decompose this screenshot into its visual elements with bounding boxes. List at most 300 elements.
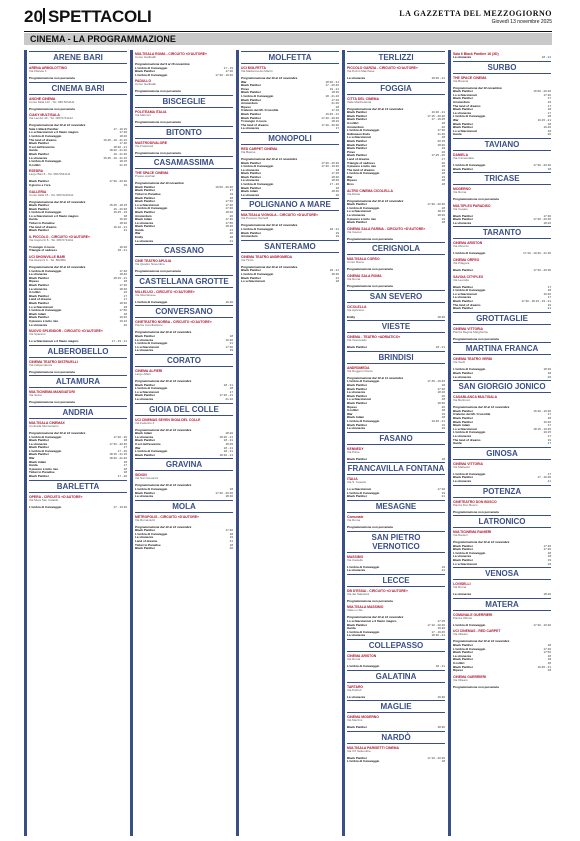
film-row [347, 600, 445, 604]
film-title: Programmazione non pervenuta [347, 526, 393, 530]
film-title: L'ombra di Caravaggio [135, 487, 168, 491]
film-title: Black Panther [241, 231, 262, 235]
film-title: War [347, 412, 353, 416]
city-heading: ARENE BARI [29, 51, 127, 64]
cinema-address: Via Roma [453, 191, 467, 195]
showtimes: 19.30 [119, 316, 127, 320]
film-row [347, 346, 445, 350]
film-row [241, 280, 339, 284]
showtimes: 19 [547, 303, 551, 307]
film-title: Lo schiaccianoci [135, 390, 160, 394]
cinema-name: CINEMA ARISTON [347, 654, 377, 658]
film-title: La stranezza [135, 536, 154, 540]
cinema-name: ANCHE CINEMA [29, 96, 56, 101]
showtimes: 17.50 [225, 221, 233, 225]
showtimes: 17.30 - 19.30 - 21.30 [523, 252, 551, 256]
showtimes: 17.50 [225, 200, 233, 204]
film-row [453, 252, 551, 256]
showtimes: 18.30 [437, 214, 445, 218]
film-title: Il talento del Mr. Crocodile [453, 413, 491, 417]
film-title: War [347, 175, 353, 179]
showtimes: 17.30 [119, 284, 127, 287]
showtimes: 17.25 [437, 620, 445, 624]
film-title: Black Panther [453, 218, 474, 222]
showtimes: 18.30 [437, 401, 445, 405]
film-title: Black Panther [453, 90, 474, 94]
film-title: Black Panther [453, 285, 474, 289]
showtimes: 17.40 - 20.30 [321, 116, 339, 120]
showtimes: 21.20 [331, 102, 339, 106]
showtimes: 18 [441, 457, 445, 461]
city-heading: POTENZA [453, 485, 551, 498]
showtimes: 17 [441, 157, 445, 161]
film-title: Lo schiaccianoci [347, 488, 372, 492]
cinema-name: CINEMA VITTORIA [453, 461, 483, 466]
film-row [347, 665, 445, 669]
showtimes: 17 [547, 434, 551, 438]
film-title: Lo schiaccianoci e il flauto magico [29, 131, 79, 135]
film-row [347, 77, 445, 81]
showtimes: 21 [441, 569, 445, 573]
showtimes: 18.15 - 19.45 [533, 427, 551, 431]
film-title: La stranezza [135, 397, 154, 401]
showtimes: 17 - 19.30 [537, 476, 551, 480]
film-title: L'ombra di Caravaggio [29, 134, 62, 138]
schedule-period: Programmazione dal 10 al 12 novembre [135, 525, 192, 529]
showtimes: 18 [123, 471, 127, 475]
film-title: La stranezza [135, 239, 154, 243]
schedule-period: Programmazione dal 9 al 16 novembre [135, 63, 190, 66]
film-title: Land of dreams [135, 540, 158, 544]
showtimes: 16.30 - 19.30 [533, 409, 551, 413]
film-title: L'ombra di Caravaggio [347, 665, 380, 668]
film-title: La stranezza [453, 111, 472, 115]
showtimes: 19 [123, 183, 127, 187]
showtimes: 18 [123, 280, 127, 284]
film-title: Il colibrì [29, 291, 41, 295]
showtimes: 16.30 - 21 [431, 111, 445, 115]
film-row [453, 480, 551, 484]
film-title: Guida [29, 464, 38, 468]
showtimes: 18 [441, 183, 445, 187]
showtimes: 18.30 [331, 91, 339, 95]
showtimes: 17.30 [225, 207, 233, 211]
city-heading: MESAGNE [347, 500, 445, 513]
cinema-name: CINEMA TEATRO DISTRUELLI [29, 359, 78, 364]
showtimes: 18 - 21 [117, 249, 127, 253]
film-title: L'ombra di Caravaggio [241, 228, 274, 232]
film-title: La stranezza [453, 375, 472, 379]
city-heading: BRINDISI [347, 351, 445, 364]
showtimes: 17 [547, 424, 551, 428]
showtimes: 18 [547, 669, 551, 673]
cinema-name: CINEMA TEATRO ANDROMEDA [241, 254, 293, 259]
cinema-address: Via Ranieri [453, 534, 468, 538]
showtimes: 19 - 21.30 [113, 152, 127, 156]
film-row [135, 90, 233, 94]
film-title: Il sol dell'avvenire [135, 442, 161, 446]
film-title: Black Panther [453, 214, 474, 218]
cinema-address: Piazza Conciliazione [135, 324, 163, 328]
showtimes: 16.10 - 21 [113, 225, 127, 229]
cinema-name: OPERA - CIRCUITO «D'AUTORE» [29, 494, 83, 499]
film-row [29, 324, 127, 328]
film-title: La stranezza [347, 77, 366, 80]
film-title: Black Panther [347, 383, 368, 387]
showtimes: 17.10 - 20.30 [427, 756, 445, 760]
showtimes: 18 [547, 108, 551, 112]
film-title: La stranezza [453, 593, 472, 597]
film-title: La stranezza [241, 193, 260, 197]
cinema-address: Via Quattro Novembre [135, 263, 165, 267]
cinema-address: Via Roma [347, 658, 361, 661]
cinema-address: Via Cesare [453, 207, 468, 211]
newspaper-masthead: LA GAZZETTA DEL MEZZOGIORNO [399, 9, 552, 18]
showtimes: 17 - 20.40 [325, 84, 339, 88]
showtimes: 21 [229, 228, 233, 232]
city-heading: CASSANO [135, 244, 233, 257]
showtimes: 21 [229, 540, 233, 544]
showtimes: 17 [547, 472, 551, 476]
city-heading: SAN SEVERO [347, 290, 445, 303]
cinema-address: Piazza Don Bosco [453, 503, 478, 507]
film-title: Guida [29, 218, 38, 222]
film-title: Black Panther [29, 229, 50, 233]
cinema-name: CINE TEATRO APULIA [135, 259, 172, 264]
city-heading: BARLETTA [29, 480, 127, 493]
showtimes: 17 [547, 296, 551, 300]
film-row [453, 198, 551, 202]
film-row [453, 269, 551, 273]
film-title: Land of dreams [29, 298, 52, 302]
film-title: War [453, 118, 459, 122]
schedule-period: Programmazione dal 10 al 12 novembre [29, 124, 86, 128]
showtimes: 21 [123, 229, 127, 233]
film-title: Black Panther [241, 269, 262, 273]
showtimes: 18.20 [119, 134, 127, 138]
film-title: Amsterdam [241, 235, 258, 239]
film-row [135, 152, 233, 156]
showtimes: 18.30 [119, 245, 127, 249]
cinema-name: CIAKY MULTISALA [29, 113, 60, 118]
showtimes: 18.30 [119, 301, 127, 305]
showtimes: 19.30 [437, 695, 445, 699]
showtimes: 19.45 - 21 [537, 665, 551, 669]
cinema-address: Via Abruzzo [453, 245, 469, 249]
film-title: Programmazione non pervenuta [453, 510, 499, 514]
cinema-address: Via Filarete 1 [29, 70, 47, 73]
showtimes: 19.30 [225, 300, 233, 304]
showtimes: 17.30 [119, 142, 127, 146]
showtimes: 17 - 19.30 [113, 505, 127, 509]
showtimes: 17 - 20 [329, 183, 339, 187]
schedule-period: Programmazione dal 10 al 13 novembre [347, 107, 404, 111]
film-title: Black Panther [453, 300, 474, 304]
showtimes: 17.30 - 20 [113, 435, 127, 439]
film-title: L'ombra di Caravaggio [453, 623, 486, 627]
film-row [135, 547, 233, 551]
film-title: L'ombra di Caravaggio [135, 66, 168, 70]
film-title: Lo schiaccianoci [453, 292, 478, 296]
showtimes: 18.30 [225, 210, 233, 214]
film-row [29, 108, 127, 112]
showtimes: 19.45 - 21 [325, 112, 339, 116]
cinema-name: CINEMA MODERNO [347, 715, 379, 720]
cinema-name: CINEMA ARISTON [453, 241, 483, 246]
showtimes: 17 - 19 - 21 [111, 340, 127, 344]
showtimes: 18 [229, 543, 233, 547]
showtimes: 18 [335, 105, 339, 109]
cinema-address: Via Piave [347, 450, 360, 454]
showtimes: 18 [123, 305, 127, 309]
film-row [135, 74, 233, 78]
cinema-name: CINEMA ALFIERI [135, 369, 163, 373]
cinema-name: MULTISALA PARISETTI CINEMA [347, 745, 399, 750]
showtimes: 17 [123, 298, 127, 302]
showtimes: 20 [441, 405, 445, 409]
showtimes: 17 - 20 [117, 475, 127, 479]
cinema-name: UCI CINEMAS - RED CARPET [453, 629, 501, 634]
film-row [29, 249, 127, 253]
film-title: Programmazione non pervenuta [347, 237, 393, 241]
film-title: Black Panther [347, 401, 368, 405]
film-title: Black Panther [453, 269, 474, 273]
showtimes: 18.30 [437, 143, 445, 147]
showtimes: 19 [229, 349, 233, 353]
showtimes: 17.30 [119, 269, 127, 273]
showtimes: 17 [547, 285, 551, 289]
film-title: L'ombra di Caravaggio [135, 73, 168, 77]
film-title: Black Panther [347, 756, 368, 760]
showtimes: 19 [441, 427, 445, 431]
schedule-period: Programmazione dal 10 al 12 novembre [453, 541, 510, 545]
showtimes: 18.30 [331, 190, 339, 194]
film-row [29, 229, 127, 233]
city-heading: CASTELLANA GROTTE [135, 275, 233, 288]
film-title: L'ombra di Caravaggio [347, 630, 380, 634]
film-title: Black Panther [29, 294, 50, 298]
city-heading: GRAVINA [135, 458, 233, 471]
film-title: Programmazione non pervenuta [453, 337, 499, 341]
film-title: Black Panther [135, 439, 156, 443]
cinema-name: CINEMA GUERRIERI [453, 674, 487, 679]
showtimes: 18 - 21 [223, 383, 233, 387]
showtimes: 17.30 - 20.30 [533, 269, 551, 273]
showtimes: 18 [547, 289, 551, 293]
film-title: L'ombra di Caravaggio [29, 269, 62, 273]
showtimes: 19.40 [543, 126, 551, 130]
film-title: The land of dreams [453, 303, 481, 307]
cinema-name: CINEMA TEATRO VERDI [453, 357, 493, 362]
film-row [347, 569, 445, 573]
cinema-name: METROPOLIS - CIRCUITO «D'AUTORE» [135, 514, 199, 519]
film-row [29, 475, 127, 479]
film-row [241, 127, 339, 131]
showtimes: 18.30 [331, 175, 339, 179]
showtimes: 18 [547, 555, 551, 559]
film-row [347, 238, 445, 242]
showtimes: 20.15 [437, 139, 445, 143]
schedule-period: Programmazione dal 10 al 12 novembre [453, 640, 510, 644]
listing-column [453, 50, 551, 836]
showtimes: 16.30 [543, 420, 551, 424]
cinema-name: TARTARO [347, 684, 364, 689]
film-title: Black Panther [135, 189, 156, 193]
film-title: Black Adam [135, 432, 153, 436]
film-title: Black Panther [29, 475, 50, 479]
film-title: Black Panther [241, 112, 262, 116]
film-title: Black Adam [135, 218, 153, 222]
showtimes: 18 [547, 129, 551, 133]
showtimes: 18.45 [225, 442, 233, 446]
cinema-name: UCI MOLFETTA [241, 66, 266, 70]
cinema-name: MULTISALA VIGNOLA - CIRCUITO «D'AUTORE» [241, 213, 319, 218]
showtimes: 18 [229, 487, 233, 491]
showtimes: 18.20 - 21.20 [109, 149, 127, 153]
showtimes: 18 [123, 439, 127, 443]
film-row [347, 634, 445, 638]
film-row [347, 183, 445, 187]
cinema-address: Largo Alfieri [135, 373, 151, 376]
city-heading: GINOSA [453, 447, 551, 460]
showtimes: 18 [441, 409, 445, 413]
showtimes: 17.30 - 19.30 [321, 165, 339, 169]
city-heading: GIOIA DEL COLLE [135, 403, 233, 416]
showtimes: 19 [441, 217, 445, 221]
header-rule [24, 31, 552, 32]
cinema-address: Via Ruggero Flores [347, 369, 373, 373]
film-title: La stranezza [29, 287, 48, 291]
film-title: Black Panther [135, 70, 156, 74]
showtimes: 18 [441, 383, 445, 387]
city-heading: VIESTE [347, 320, 445, 333]
film-title: La stranezza [453, 221, 472, 225]
cinema-name: ALTRO CINEMA CICOLELLA [347, 188, 393, 193]
film-title: La stranezza [241, 179, 260, 183]
film-title: Black Panther [347, 203, 368, 207]
showtimes: 17.30 [543, 544, 551, 548]
showtimes: 17 [123, 294, 127, 298]
film-title: L'ombra di Caravaggio [29, 211, 62, 215]
film-title: Black Panther [29, 180, 50, 184]
schedule-period: Programmazione dal 10 al 12 novembre [241, 77, 298, 80]
film-title: La stranezza [135, 495, 154, 499]
cinema-address: Via Pozzo Marchese [347, 70, 375, 73]
film-title: Black Panther [135, 453, 156, 457]
film-title: Black Panther [29, 453, 50, 457]
film-title: Black Panther [29, 204, 50, 208]
showtimes: 18.30 [331, 273, 339, 276]
film-title: Ticket to Paradise [135, 192, 161, 196]
showtimes: 18 [441, 172, 445, 176]
film-title: Black Panther [453, 108, 474, 112]
film-title: Il talento del Mr. Crocodile [241, 109, 279, 113]
cinema-name: MULTISALA CINEMAX [29, 420, 65, 425]
cinema-address: Contrada Montecastro [29, 424, 59, 428]
showtimes: 18 - 21.10 [325, 94, 339, 98]
schedule-period: Programmazione dal 10 al 12 novembre [241, 224, 298, 228]
showtimes: 21.10 [225, 397, 233, 401]
film-title: Black Panther [347, 147, 368, 151]
film-row [453, 56, 551, 60]
film-row [29, 371, 127, 375]
film-title: Black Panther [241, 172, 262, 176]
film-title: Black Panther [135, 529, 156, 533]
film-title: Triangle of sadness [347, 161, 376, 165]
city-heading: TERLIZZI [347, 51, 445, 64]
film-title: Programmazione non pervenuta [29, 77, 75, 80]
city-heading: COLLEPASSO [347, 639, 445, 652]
film-title: Black Panther [135, 394, 156, 398]
film-title: Lo schiaccianoci [453, 427, 478, 431]
showtimes: 18.30 [225, 495, 233, 499]
cinema-address: Via Sparano [29, 333, 46, 337]
film-title: Black Panther [241, 91, 262, 95]
film-title: The land of dreams [241, 123, 269, 127]
film-title: Black Panther [241, 84, 262, 88]
cinema-address: Via Capruzzi 8 - Tel. 080.5711111 [29, 238, 74, 242]
film-title: Lo schiaccianoci [347, 210, 372, 214]
film-title: Black Panther [453, 644, 474, 648]
film-title: The land of dreams [29, 225, 57, 229]
film-title: Guida [453, 133, 462, 137]
city-heading: BISCEGLIE [135, 95, 233, 108]
film-title: Bros [347, 183, 354, 187]
film-title: La stranezza [135, 435, 154, 439]
cinema-name: MILLELUCI - CIRCUITO «D'AUTORE» [135, 289, 195, 294]
city-heading: ALTAMURA [29, 375, 127, 388]
schedule-period: Programmazione dal 10 al 12 novembre [347, 199, 404, 203]
cinema-address: Via Dante [347, 192, 361, 196]
showtimes: 17.30 - 20.30 [427, 203, 445, 207]
showtimes: 17.30 - 20.30 [109, 442, 127, 446]
film-title: Land of dreams [347, 157, 370, 161]
cinema-name: UCI SHOWVILLE BARI [29, 255, 66, 260]
showtimes: 18.30 - 21.40 [109, 457, 127, 461]
listing-column [347, 50, 445, 836]
showtimes: 19 [547, 438, 551, 442]
film-title: Black Panther [453, 126, 474, 130]
city-heading: POLIGNANO A MARE [241, 198, 339, 211]
showtimes: 19 [441, 168, 445, 172]
film-title: La stranezza [347, 634, 366, 638]
showtimes: 17 [547, 413, 551, 417]
film-title: La stranezza [29, 273, 48, 277]
film-title: Emily [135, 236, 144, 240]
showtimes: 21 [229, 342, 233, 346]
cinema-address: Via S. Cesario [347, 481, 367, 485]
showtimes: 18 [123, 214, 127, 218]
showtimes: 17.30 [543, 93, 551, 97]
showtimes: 18.30 - 21 [431, 634, 445, 638]
film-title: La stranezza [347, 214, 366, 218]
film-row [347, 268, 445, 272]
film-title: Black Panther [453, 409, 474, 413]
film-row [29, 77, 127, 81]
film-title: Black Adam [241, 190, 259, 194]
schedule-period: Programmazione dal 10 al 11 novembre [347, 376, 404, 380]
cinema-name: DANIELA [453, 152, 469, 157]
city-heading: FOGGIA [347, 82, 445, 95]
film-title: L'ombra di Caravaggio [29, 449, 62, 453]
showtimes: 17.15 - 20.30 [427, 114, 445, 118]
city-heading: FASANO [347, 432, 445, 445]
city-heading: GALATINA [347, 670, 445, 683]
film-title: Black Panther [241, 175, 262, 179]
cinema-address: Via Ollearo [453, 678, 468, 682]
showtimes: 17.30 [331, 172, 339, 176]
film-title: L'ombra di Caravaggio [29, 160, 62, 164]
